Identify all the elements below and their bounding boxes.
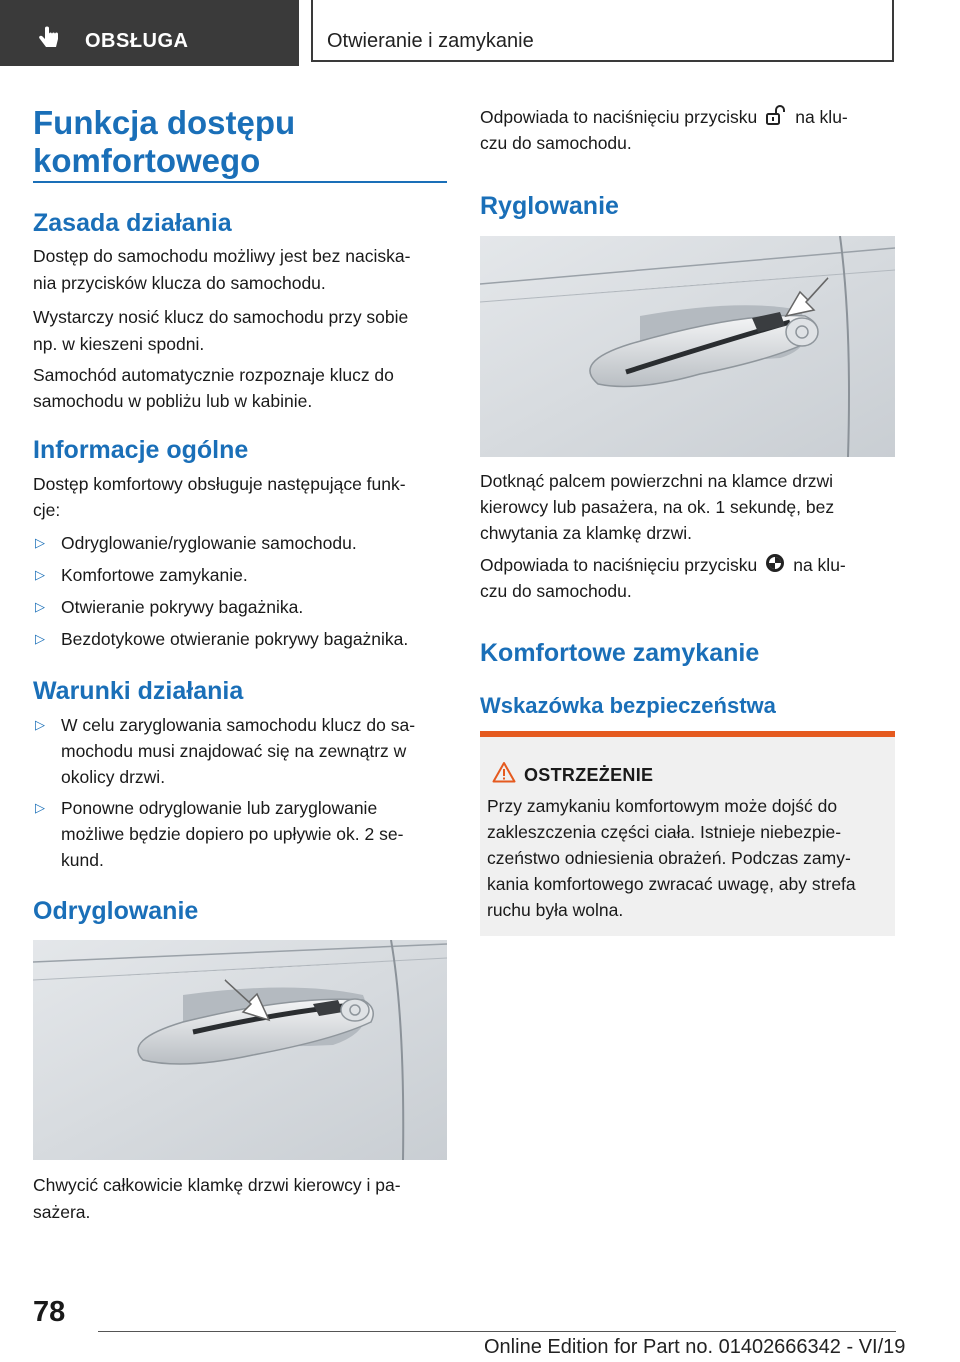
text-line: Odpowiada to naciśnięciu przycisku na klu‐ [480, 104, 848, 132]
text-line: Odpowiada to naciśnięciu przycisku na klu‐ [480, 552, 846, 580]
text-line: kierowcy lub pasażera, na ok. 1 sekundę, bez [480, 497, 835, 517]
footer-rule [98, 1331, 896, 1332]
text-line: Chwycić całkowicie klamkę drzwi kierowcy i pa‐ [33, 1175, 401, 1195]
warning-box [480, 731, 895, 936]
list-item: ▷ W celu zaryglowania samochodu klucz do sa‐ mochodu musi znajdować się na zewnątrz w okolicy drzwi. [33, 712, 447, 790]
list-item: ▷ Odryglowanie/ryglowanie samochodu. [33, 530, 447, 556]
bullet-triangle-icon: ▷ [35, 567, 45, 582]
page-number: 78 [33, 1296, 66, 1328]
unlock-icon [765, 105, 787, 132]
hand-pointer-icon [38, 26, 60, 52]
text-line: nia przycisków klucza do samochodu. [33, 273, 326, 293]
list-item: ▷ Otwieranie pokrywy bagażnika. [33, 594, 447, 620]
bullet-triangle-icon: ▷ [35, 535, 45, 550]
section-tab [0, 0, 299, 66]
heading-ryglowanie: Ryglowanie [480, 192, 619, 220]
warning-title: OSTRZEŻENIE [524, 765, 654, 785]
text-line: Dotknąć palcem powierzchni na klamce drzwi [480, 471, 834, 491]
heading-informacje: Informacje ogólne [33, 436, 249, 464]
list-item: ▷ Bezdotykowe otwieranie pokrywy bagażnika. [33, 626, 447, 652]
heading-zasada: Zasada działania [33, 209, 232, 237]
door-handle-unlock-photo [33, 940, 447, 1160]
title-rule [33, 181, 447, 183]
door-handle-lock-photo [480, 236, 895, 457]
bullet-triangle-icon: ▷ [35, 599, 45, 614]
heading-odryglowanie: Odryglowanie [33, 897, 199, 925]
chapter-title: Otwieranie i zamykanie [327, 30, 534, 52]
page-title-line1: Funkcja dostępu [33, 104, 296, 141]
bullet-triangle-icon: ▷ [35, 631, 45, 646]
text-line: cje: [33, 500, 61, 520]
text-line: Samochód automatycznie rozpoznaje klucz do [33, 365, 394, 385]
bullet-triangle-icon: ▷ [35, 717, 45, 732]
bullet-triangle-icon: ▷ [35, 800, 45, 815]
list-item: ▷ Ponowne odryglowanie lub zaryglowanie możliwe będzie dopiero po upływie ok. 2 se‐ kund. [33, 795, 447, 873]
heading-wskazowka: Wskazówka bezpieczeństwa [480, 693, 776, 718]
text-line: Wystarczy nosić klucz do samochodu przy sobie [33, 307, 409, 327]
text-line: np. w kieszeni spodni. [33, 334, 205, 354]
text-line: Dostęp komfortowy obsługuje następujące funk‐ [33, 474, 406, 494]
text-line: Dostęp do samochodu możliwy jest bez naciska‐ [33, 246, 411, 266]
text-line: chwytania za klamkę drzwi. [480, 523, 693, 543]
bmw-lock-icon [765, 553, 785, 580]
section-title: OBSŁUGA [85, 30, 189, 52]
heading-warunki: Warunki działania [33, 677, 244, 705]
chapter-tab [311, 0, 894, 62]
list-item: ▷ Komfortowe zamykanie. [33, 562, 447, 588]
heading-komfortowe: Komfortowe zamykanie [480, 639, 760, 667]
text-line: samochodu w pobliżu lub w kabinie. [33, 391, 313, 411]
warning-triangle-icon [492, 761, 516, 783]
footer-edition: Online Edition for Part no. 01402666342 - VI/19 [484, 1336, 906, 1358]
text-line: czu do samochodu. [480, 581, 632, 601]
warning-body: Przy zamykaniu komfortowym może dojść do zakleszczenia części ciała. Istnieje niebezpie‐ czeństwo odniesienia obrażeń. Podczas zamy‐ kania komfortowego zwracać uwagę, aby strefa ruchu była wolna. [487, 796, 856, 920]
text-line: czu do samochodu. [480, 133, 632, 153]
text-line: sażera. [33, 1202, 91, 1222]
page-title-line2: komfortowego [33, 142, 261, 179]
